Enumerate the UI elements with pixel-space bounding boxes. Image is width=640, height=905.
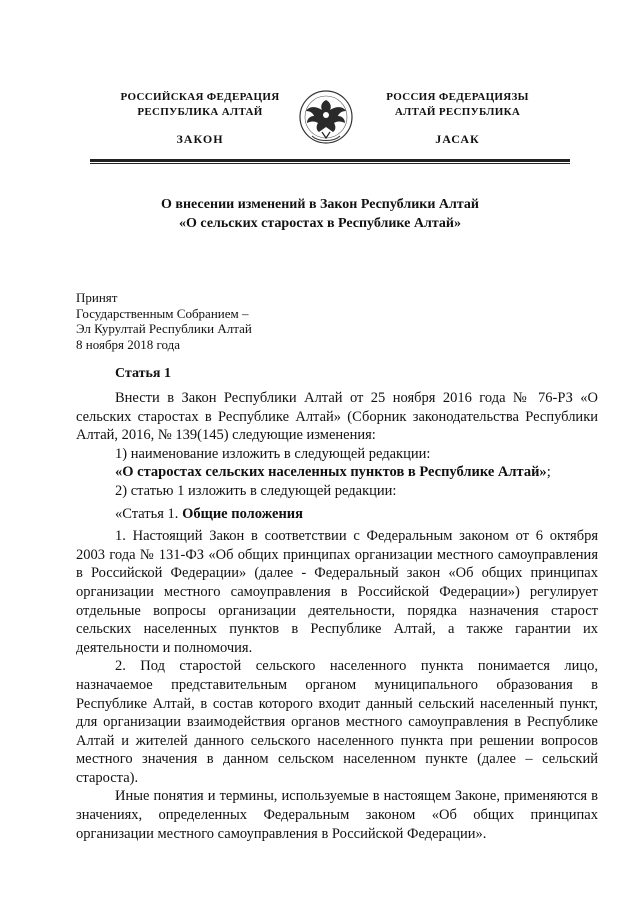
paragraph-item-1: 1) наименование изложить в следующей редакции: [115,445,431,462]
title-line-2: «О сельских старостах в Республике Алтай» [179,216,461,231]
article-1-prefix: «Статья 1. [115,505,183,522]
header-left-republic: РЕСПУБЛИКА АЛТАЙ [137,106,263,118]
article-heading: Статья 1 [115,366,171,381]
coat-of-arms-icon [298,86,354,146]
article-1-title: Общие положения [182,505,303,522]
paragraph-article-heading [76,505,598,524]
title-line-1: О внесении изменений в Закон Республики Алтай [161,197,479,212]
header-divider-thin [90,163,570,164]
paragraph-item-2: 2) статью 1 изложить в следующей редакции: [115,482,397,499]
header-right-country: РОССИЯ ФЕДЕРАЦИЯЗЫ [386,91,529,103]
header-right-republic: АЛТАЙ РЕСПУБЛИКА [394,106,521,118]
header-left-law: ЗАКОН [176,132,224,146]
article-body [76,389,598,843]
adoption-line-1: Принят [76,290,118,305]
document-title [60,195,580,233]
adoption-note [76,290,376,352]
header-right-law: JАСАК [435,132,480,146]
new-law-name: «О старостах сельских населенных пунктов в Республике Алтай» [115,464,547,481]
header-divider-thick [90,159,570,162]
header-right-block [355,90,560,147]
paragraph-point-1: 1. Настоящий Закон в соответствии с Федеральным законом от 6 октября 2003 года № 131-ФЗ «Об общих принципах организации местного самоуправления в Российской Федерации» (далее - Федеральный закон «Об общих принципах организации местного самоуправления в Российской Федерации») регулирует отдельные вопросы организации деятельности, порядка назначения старост сельских населенных пунктов в Республике Алтай, а также гарантии их деятельности и полномочия. [76,528,598,656]
new-law-name-tail: ; [546,464,551,481]
adoption-line-3: Эл Курултай Республики Алтай [76,321,252,336]
header-left-country: РОССИЙСКАЯ ФЕДЕРАЦИЯ [120,91,280,103]
paragraph-new-name [76,463,598,482]
adoption-line-2: Государственным Собранием – [76,305,249,321]
paragraph-point-2: 2. Под старостой сельского населенного пункта понимается лицо, назначаемое представительным органом муниципального образования в Республике Алтай, в состав которого входит данный сельский населенный пункт, для организации взаимодействия органов местного самоуправления в Республике Алтай и жителей данного сельского населенного пункта при решении вопросов местного значения в данном сельском населенном пункте (далее – сельский староста). [76,658,598,786]
adoption-date: 8 ноября 2018 года [76,336,181,352]
header-left-block [100,90,300,147]
paragraph-other-terms: Иные понятия и термины, используемые в настоящем Законе, применяются в значениях, определенных Федеральным законом «Об общих принципах организации местного самоуправления в Российской Федерации». [76,788,598,842]
paragraph-intro: Внести в Закон Республики Алтай от 25 ноября 2016 года № 76-РЗ «О сельских старостах в Республике Алтай» (Сборник законодательства Республики Алтай, 2016, № 139(145) следующие изменения: [76,390,598,444]
